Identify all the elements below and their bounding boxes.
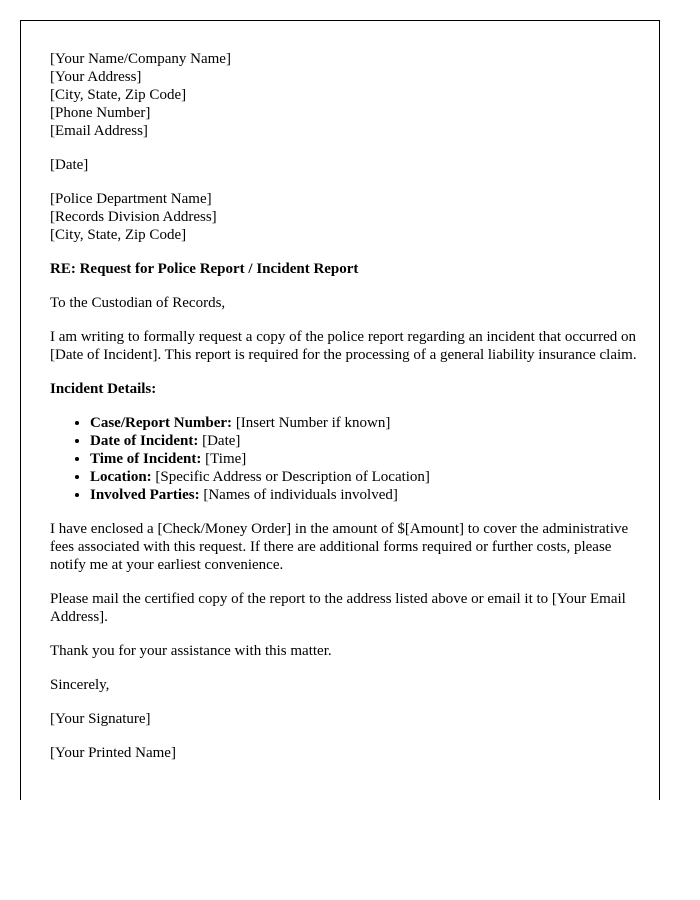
sender-city-state-zip: [City, State, Zip Code] [50, 87, 187, 103]
list-item [90, 468, 640, 486]
list-item [90, 450, 640, 468]
detail-label: Date of Incident: [90, 433, 199, 449]
date-line: [Date] [50, 157, 89, 173]
detail-label: Time of Incident: [90, 451, 202, 467]
incident-details-list [50, 414, 640, 504]
detail-value: [Names of individuals involved] [199, 487, 398, 503]
signature-line: [Your Signature] [50, 711, 151, 727]
recipient-department: [Police Department Name] [50, 191, 212, 207]
sender-name: [Your Name/Company Name] [50, 51, 231, 67]
detail-value: [Date] [198, 433, 241, 449]
detail-label: Involved Parties: [90, 487, 200, 503]
letter-content [50, 50, 640, 778]
mail-paragraph: Please mail the certified copy of the report to the address listed above or email it to [Your Email Address]. [50, 591, 626, 625]
detail-value: [Specific Address or Description of Location] [151, 469, 430, 485]
sender-address: [Your Address] [50, 69, 142, 85]
detail-label: Location: [90, 469, 152, 485]
sender-phone: [Phone Number] [50, 105, 151, 121]
recipient-city-state-zip: [City, State, Zip Code] [50, 227, 187, 243]
fees-paragraph: I have enclosed a [Check/Money Order] in the amount of $[Amount] to cover the administrative fees associated with this request. If there are additional forms required or further costs, please notify me at your earliest convenience. [50, 521, 629, 573]
list-item [90, 414, 640, 432]
sender-email: [Email Address] [50, 123, 148, 139]
recipient-block [50, 190, 640, 244]
detail-value: [Time] [201, 451, 247, 467]
list-item [90, 432, 640, 450]
detail-label: Case/Report Number: [90, 415, 233, 431]
salutation: To the Custodian of Records, [50, 295, 226, 311]
subject-line: RE: Request for Police Report / Incident Report [50, 261, 359, 277]
intro-paragraph: I am writing to formally request a copy of the police report regarding an incident that occurred on [Date of Incident]. This report is required for the processing of a general liability insurance claim. [50, 329, 637, 363]
closing: Sincerely, [50, 677, 110, 693]
list-item [90, 486, 640, 504]
details-heading: Incident Details: [50, 381, 157, 397]
detail-value: [Insert Number if known] [232, 415, 391, 431]
letter-page [20, 20, 660, 800]
thanks-paragraph: Thank you for your assistance with this matter. [50, 643, 332, 659]
recipient-address: [Records Division Address] [50, 209, 217, 225]
sender-block [50, 50, 640, 140]
printed-name-line: [Your Printed Name] [50, 745, 176, 761]
